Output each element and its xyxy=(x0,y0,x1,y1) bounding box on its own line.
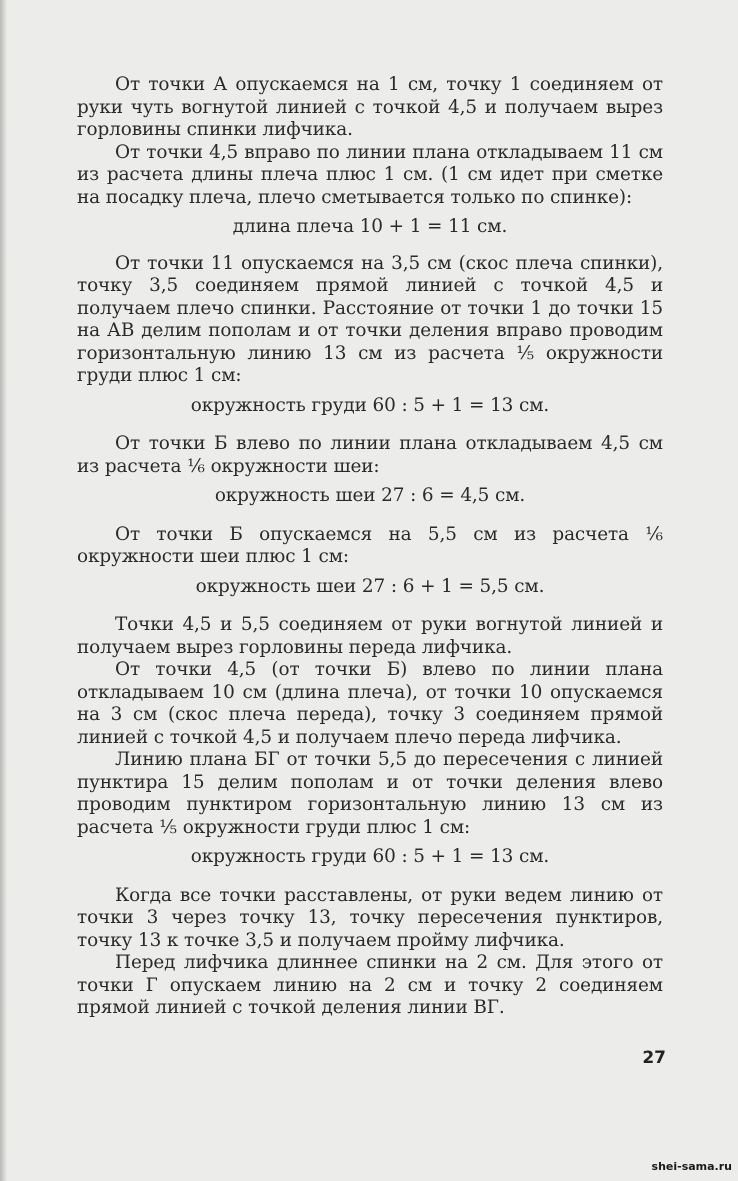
paragraph: От точки А опускаемся на 1 см, точку 1 соединяем от руки чуть вогнутой линией с точкой 4,5 и получаем вырез горловины спинки лифчика. xyxy=(77,74,663,140)
paragraph: От точки Б влево по линии плана откладываем 4,5 см из расчета ⅙ окружности шеи: xyxy=(77,433,663,477)
page-number: 27 xyxy=(642,1048,666,1068)
formula-line: окружность груди 60 : 5 + 1 = 13 см. xyxy=(190,394,550,416)
paragraph: От точки 4,5 (от точки Б) влево по линии плана откладываем 10 см (длина плеча), от точки 10 опускаемся на 3 см (скос плеча переда), точку 3 соединяем прямой линией с точкой 4,5 и получаем плечо переда лифчика. xyxy=(77,659,663,748)
paragraph: От точки 4,5 вправо по линии плана откладываем 11 см из расчета длины плеча плюс 1 см. (1 см идет при сметке на посадку плеча, плечо сметывается только по спинке): xyxy=(77,141,663,208)
page-body-text xyxy=(77,74,663,1020)
formula-line: окружность груди 60 : 5 + 1 = 13 см. xyxy=(190,846,550,867)
formula-line: окружность шеи 27 : 6 + 1 = 5,5 см. xyxy=(195,575,545,597)
paragraph: Точки 4,5 и 5,5 соединяем от руки вогнутой линией и получаем вырез горловины переда лифчика. xyxy=(77,614,663,658)
page-binding-shadow xyxy=(0,0,7,1181)
paragraph: От точки 11 опускаемся на 3,5 см (скос плеча спинки), точку 3,5 соединяем прямой линией с точкой 4,5 и получаем плечо спинки. Расстояние от точки 1 до точки 15 на АВ делим пополам и от точки деления вправо проводим горизонтальную линию 13 см из расчета ⅕ окружности груди плюс 1 см: xyxy=(77,252,663,386)
formula-line: длина плеча 10 + 1 = 11 см. xyxy=(232,216,508,237)
paragraph: От точки Б опускаемся на 5,5 см из расчета ⅙ окружности шеи плюс 1 см: xyxy=(77,523,663,567)
paragraph: Линию плана БГ от точки 5,5 до пересечения с линией пунктира 15 делим пополам и от точки деления влево проводим пунктиром горизонтальную линию 13 см из расчета ⅕ окружности груди плюс 1 см: xyxy=(77,749,663,838)
site-watermark: shei-sama.ru xyxy=(651,1160,732,1173)
formula-line: окружность шеи 27 : 6 = 4,5 см. xyxy=(214,485,526,506)
paragraph: Когда все точки расставлены, от руки ведем линию от точки 3 через точку 13, точку пересечения пунктиров, точку 13 к точке 3,5 и получаем пройму лифчика. xyxy=(77,884,663,951)
paragraph: Перед лифчика длиннее спинки на 2 см. Для этого от точки Г опускаем линию на 2 см и точку 2 соединяем прямой линией с точкой деления линии ВГ. xyxy=(77,952,663,1018)
